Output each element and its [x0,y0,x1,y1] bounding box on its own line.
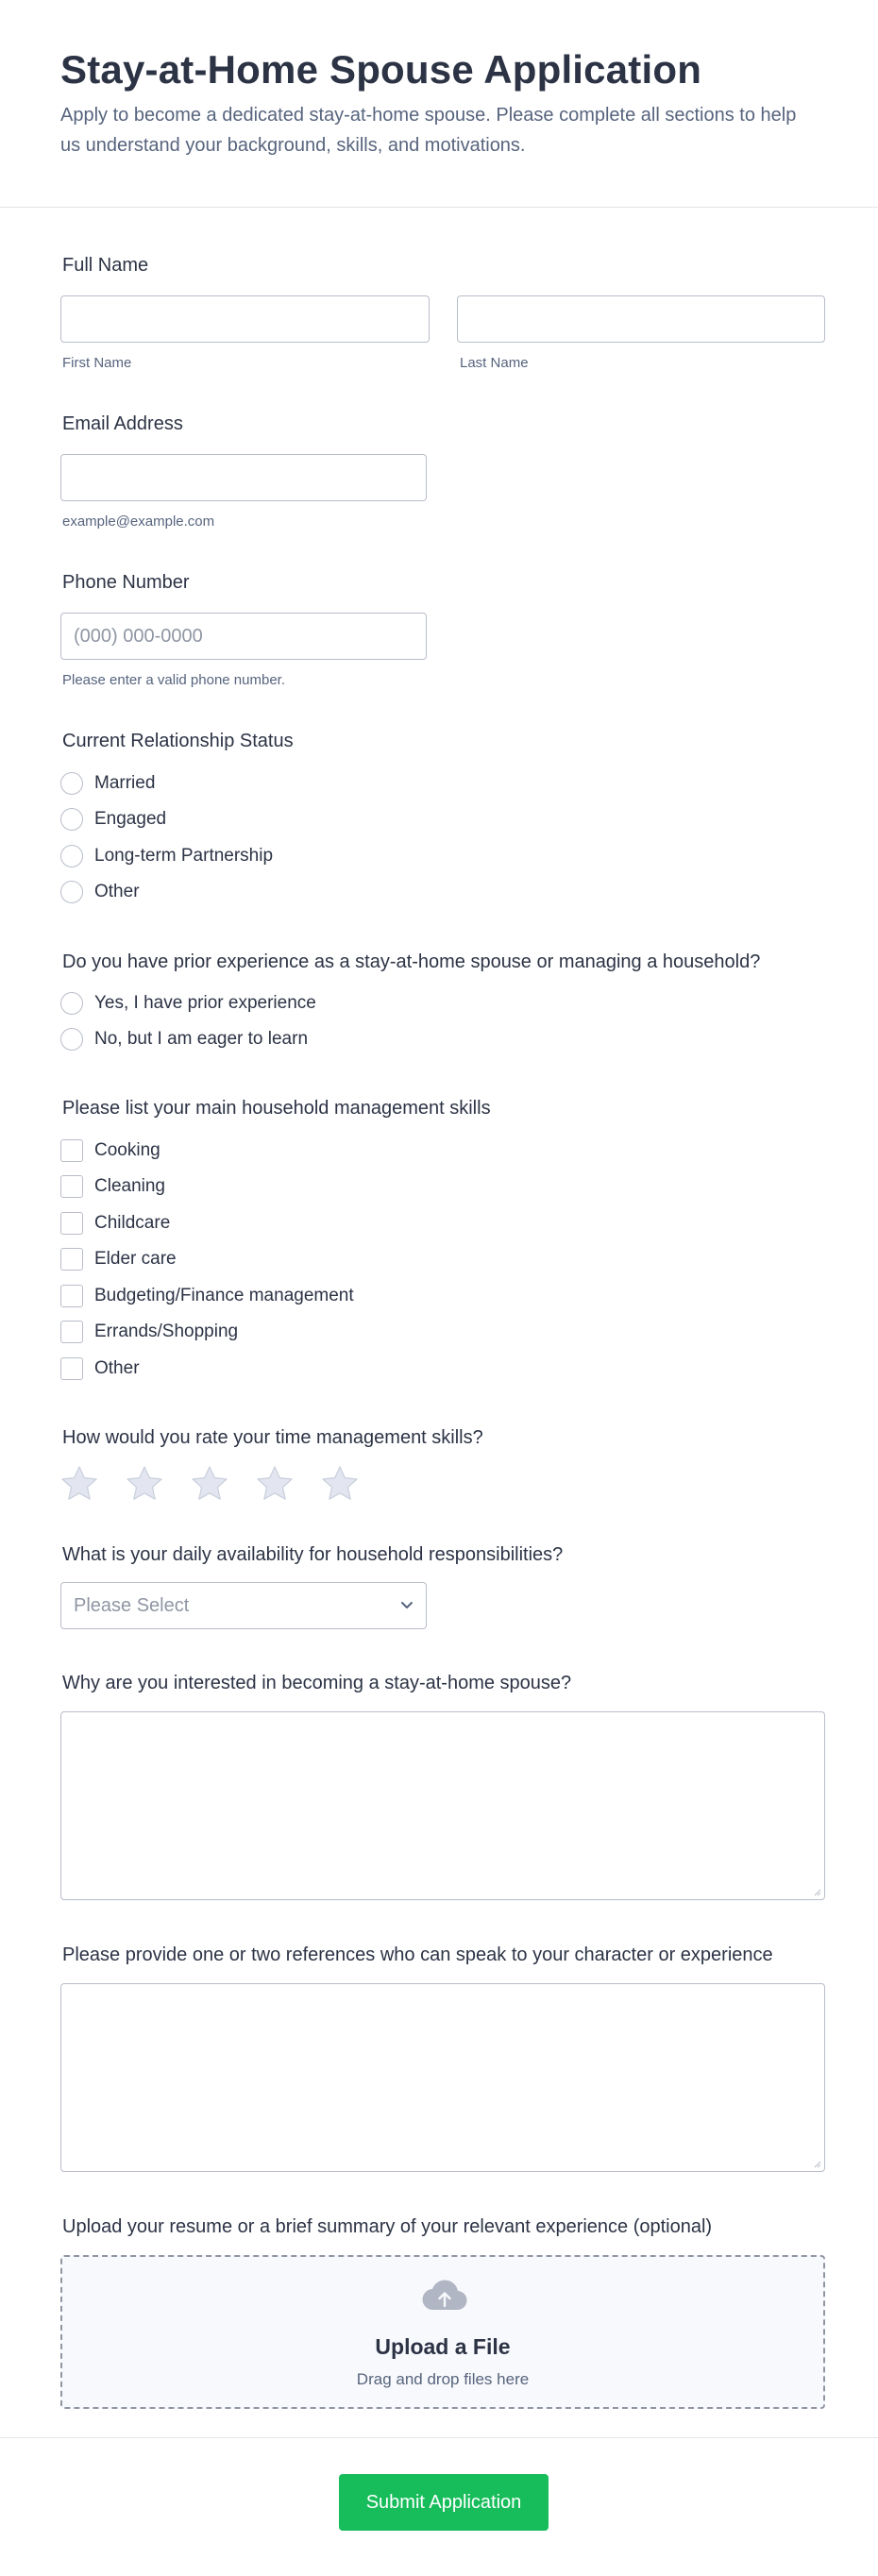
checkbox-option-label: Cleaning [94,1176,165,1196]
radio-button[interactable] [60,1028,83,1051]
checkbox[interactable] [60,1248,83,1271]
checkbox[interactable] [60,1321,83,1343]
checkbox-option-label: Childcare [94,1213,171,1233]
resize-handle-icon[interactable] [812,1887,821,1896]
availability-selected-value: Please Select [74,1594,190,1616]
email-input[interactable] [60,454,427,501]
star-icon[interactable] [189,1463,230,1505]
submit-button[interactable]: Submit Application [339,2474,549,2531]
radio-option-married[interactable] [60,770,155,797]
checkbox-option-elder-care[interactable] [60,1246,177,1272]
cloud-upload-icon [421,2278,468,2314]
radio-option-engaged[interactable] [60,806,166,833]
resize-handle-icon[interactable] [812,2159,821,2168]
email-sublabel: example@example.com [62,514,215,530]
star-icon[interactable] [254,1463,295,1505]
checkbox-option-label: Elder care [94,1249,177,1269]
radio-button[interactable] [60,992,83,1015]
rating-label: How would you rate your time management skills? [62,1427,483,1448]
radio-option-label: Married [94,773,156,793]
last-name-input[interactable] [457,295,825,343]
phone-label: Phone Number [62,572,190,593]
first-name-input[interactable] [60,295,430,343]
checkbox-option-other[interactable] [60,1355,140,1382]
radio-button[interactable] [60,808,83,831]
checkbox-option-budgeting[interactable] [60,1283,354,1309]
radio-option-other[interactable] [60,879,140,905]
upload-label: Upload your resume or a brief summary of your relevant experience (optional) [62,2216,713,2237]
availability-select[interactable] [60,1582,427,1629]
radio-option-label: No, but I am eager to learn [94,1029,309,1049]
radio-option-label: Other [94,882,140,901]
radio-button[interactable] [60,772,83,795]
form-footer [0,2437,878,2576]
checkbox[interactable] [60,1175,83,1198]
availability-label: What is your daily availability for household responsibilities? [62,1544,564,1565]
checkbox[interactable] [60,1212,83,1235]
checkbox[interactable] [60,1285,83,1307]
radio-option-label: Long-term Partnership [94,846,274,866]
radio-option-label: Yes, I have prior experience [94,993,316,1013]
form-description: Apply to become a dedicated stay-at-home spouse. Please complete all sections to help us understand your background, skills, and motivations. [60,105,797,156]
experience-label: Do you have prior experience as a stay-at-home spouse or managing a household? [62,951,761,972]
star-icon[interactable] [124,1463,165,1505]
star-rating[interactable] [59,1463,384,1505]
first-name-sublabel: First Name [62,355,132,371]
motivation-label: Why are you interested in becoming a stay-at-home spouse? [62,1673,572,1693]
checkbox[interactable] [60,1357,83,1380]
checkbox-option-cleaning[interactable] [60,1173,165,1200]
email-label: Email Address [62,413,183,434]
phone-sublabel: Please enter a valid phone number. [62,672,285,688]
checkbox-option-label: Errands/Shopping [94,1322,239,1341]
radio-button[interactable] [60,845,83,867]
references-label: Please provide one or two references who can speak to your character or experience [62,1945,773,1965]
star-icon[interactable] [319,1463,361,1505]
checkbox-option-childcare[interactable] [60,1210,170,1237]
checkbox-option-label: Other [94,1358,140,1378]
checkbox-option-label: Cooking [94,1140,160,1160]
radio-option-label: Engaged [94,809,167,829]
chevron-down-icon [400,1601,414,1610]
radio-option-long-term-partnership[interactable] [60,843,273,869]
checkbox-option-errands[interactable] [60,1319,238,1345]
upload-title: Upload a File [375,2334,511,2359]
motivation-textarea[interactable] [60,1711,825,1900]
radio-option-prior-experience[interactable] [60,990,316,1017]
skills-label: Please list your main household management skills [62,1098,491,1119]
form-header [0,0,878,208]
radio-option-eager-to-learn[interactable] [60,1026,308,1052]
last-name-sublabel: Last Name [460,355,529,371]
full-name-label: Full Name [62,255,149,276]
checkbox[interactable] [60,1139,83,1162]
file-upload-dropzone[interactable] [60,2255,825,2409]
phone-input[interactable]: (000) 000-0000 [60,613,427,660]
star-icon[interactable] [59,1463,100,1505]
references-textarea[interactable] [60,1983,825,2172]
form-title: Stay-at-Home Spouse Application [60,47,702,92]
relationship-label: Current Relationship Status [62,731,294,751]
checkbox-option-cooking[interactable] [60,1137,160,1164]
upload-hint: Drag and drop files here [356,2370,530,2388]
radio-button[interactable] [60,881,83,903]
checkbox-option-label: Budgeting/Finance management [94,1286,354,1305]
